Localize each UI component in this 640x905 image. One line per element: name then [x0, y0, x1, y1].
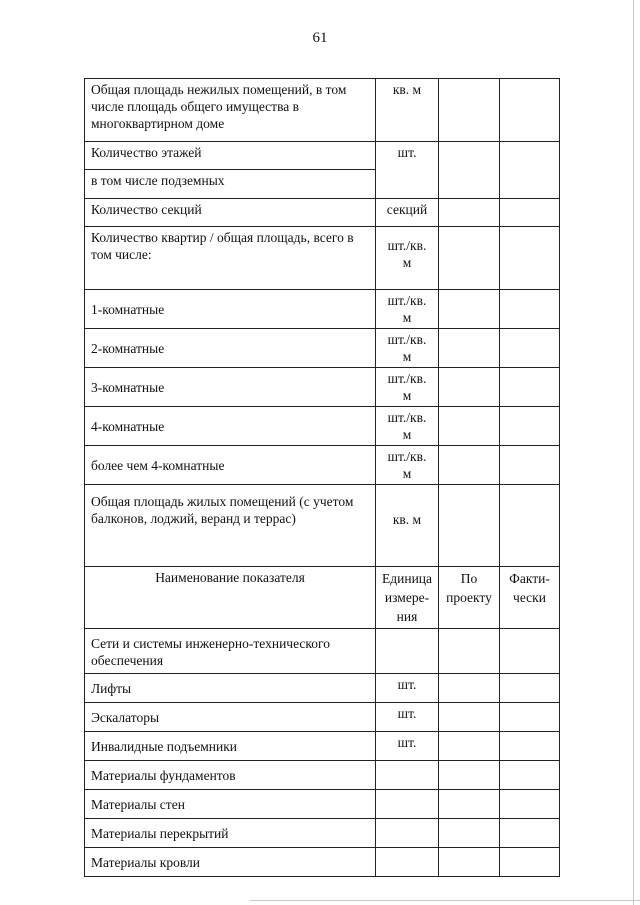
project-cell — [439, 446, 500, 485]
actual-cell — [500, 790, 560, 819]
indicator-name: Лифты — [85, 674, 376, 703]
actual-cell — [500, 703, 560, 732]
indicator-name: Материалы фундаментов — [85, 761, 376, 790]
actual-cell — [500, 407, 560, 446]
table-row — [85, 199, 560, 227]
actual-cell — [500, 485, 560, 567]
project-cell — [439, 290, 500, 329]
unit-cell: шт./кв. м — [376, 446, 439, 485]
project-cell — [439, 368, 500, 407]
project-cell — [439, 329, 500, 368]
unit-cell: шт. — [376, 732, 439, 761]
project-cell — [439, 227, 500, 290]
unit-cell: шт./кв. м — [376, 227, 439, 290]
unit-cell: шт. — [376, 703, 439, 732]
actual-cell — [500, 329, 560, 368]
actual-cell — [500, 761, 560, 790]
indicator-name: Количество этажей — [85, 142, 376, 170]
unit-cell — [376, 790, 439, 819]
unit-cell — [376, 761, 439, 790]
actual-cell — [500, 368, 560, 407]
page-edge-line — [250, 900, 640, 901]
table-row — [85, 446, 560, 485]
indicator-name: Инвалидные подъемники — [85, 732, 376, 761]
unit-cell: шт./кв. м — [376, 407, 439, 446]
table-row — [85, 368, 560, 407]
actual-cell — [500, 629, 560, 674]
indicator-name: Материалы перекрытий — [85, 819, 376, 848]
indicator-name: Количество квартир / общая площадь, всего в том числе: — [85, 227, 376, 290]
table-row — [85, 629, 560, 674]
unit-cell — [376, 629, 439, 674]
indicator-name: 3-комнатные — [85, 368, 376, 407]
project-cell — [439, 79, 500, 142]
indicator-name: Материалы стен — [85, 790, 376, 819]
indicator-name: Сети и системы инженерно-технического обеспечения — [85, 629, 376, 674]
project-cell — [439, 142, 500, 199]
actual-cell — [500, 142, 560, 199]
project-cell — [439, 674, 500, 703]
actual-cell — [500, 819, 560, 848]
indicator-name: Количество секций — [85, 199, 376, 227]
indicator-name: Общая площадь жилых помещений (с учетом балконов, лоджий, веранд и террас) — [85, 485, 376, 567]
actual-cell — [500, 674, 560, 703]
actual-cell — [500, 79, 560, 142]
project-cell — [439, 703, 500, 732]
indicator-name: 1-комнатные — [85, 290, 376, 329]
header-actual: Факти-чески — [500, 567, 560, 629]
table-row — [85, 703, 560, 732]
header-indicator-name: Наименование показателя — [85, 567, 376, 629]
indicator-name: Общая площадь нежилых помещений, в том числе площадь общего имущества в многоквартирном доме — [85, 79, 376, 142]
table-row — [85, 290, 560, 329]
actual-cell — [500, 199, 560, 227]
project-cell — [439, 761, 500, 790]
table-row — [85, 848, 560, 877]
header-project: По проекту — [439, 567, 500, 629]
page-number: 61 — [312, 30, 328, 46]
actual-cell — [500, 848, 560, 877]
page-edge-line — [633, 0, 634, 905]
project-cell — [439, 732, 500, 761]
indicator-name: в том числе подземных — [85, 170, 376, 199]
project-cell — [439, 407, 500, 446]
indicator-name: 4-комнатные — [85, 407, 376, 446]
table-row — [85, 674, 560, 703]
unit-cell — [376, 848, 439, 877]
actual-cell — [500, 290, 560, 329]
actual-cell — [500, 227, 560, 290]
table-row — [85, 407, 560, 446]
unit-cell: шт. — [376, 142, 439, 199]
actual-cell — [500, 446, 560, 485]
project-cell — [439, 848, 500, 877]
table-row — [85, 142, 560, 170]
indicator-name: Материалы кровли — [85, 848, 376, 877]
unit-cell: шт./кв. м — [376, 329, 439, 368]
unit-cell: шт./кв. м — [376, 368, 439, 407]
header-unit: Единица измере-ния — [376, 567, 439, 629]
unit-cell: кв. м — [376, 79, 439, 142]
unit-cell: шт./кв. м — [376, 290, 439, 329]
table-header-row — [85, 567, 560, 629]
indicator-name: более чем 4-комнатные — [85, 446, 376, 485]
unit-cell: секций — [376, 199, 439, 227]
table-row — [85, 79, 560, 142]
project-cell — [439, 485, 500, 567]
indicator-name: Эскалаторы — [85, 703, 376, 732]
project-cell — [439, 790, 500, 819]
indicator-name: 2-комнатные — [85, 329, 376, 368]
indicators-table — [84, 78, 560, 877]
table-row — [85, 819, 560, 848]
unit-cell: кв. м — [376, 485, 439, 567]
table-row — [85, 485, 560, 567]
project-cell — [439, 199, 500, 227]
project-cell — [439, 629, 500, 674]
table-row — [85, 732, 560, 761]
table-row — [85, 761, 560, 790]
table-row — [85, 790, 560, 819]
unit-cell — [376, 819, 439, 848]
actual-cell — [500, 732, 560, 761]
table-row — [85, 329, 560, 368]
table-row — [85, 227, 560, 290]
unit-cell: шт. — [376, 674, 439, 703]
project-cell — [439, 819, 500, 848]
